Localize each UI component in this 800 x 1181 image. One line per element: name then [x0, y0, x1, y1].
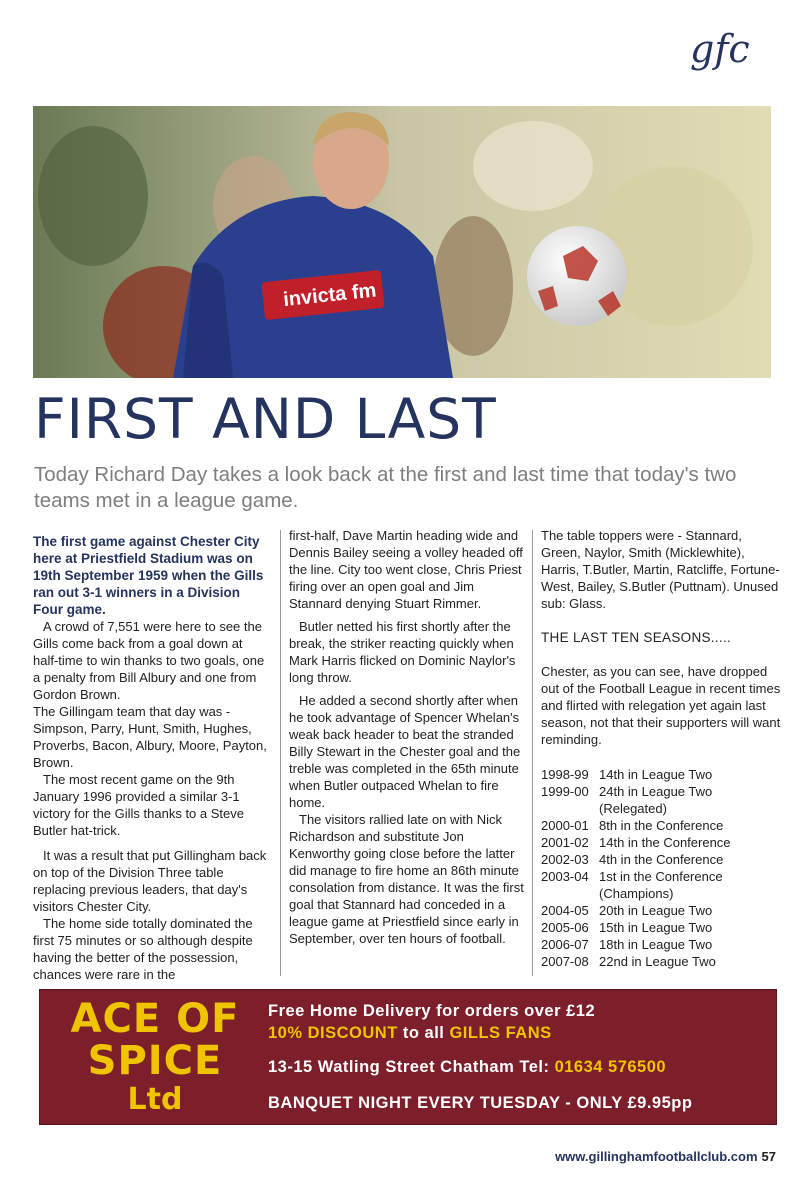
advert-address-line [268, 1056, 666, 1078]
season-year: 2000-01 [541, 818, 589, 833]
page-footer [555, 1149, 776, 1164]
season-year: 2001-02 [541, 835, 589, 850]
body-paragraph: The home side totally dominated the first 75 minutes or so although despite having the better of the possession, chances were rare in the [33, 916, 253, 982]
section-heading: THE LAST TEN SEASONS..... [541, 630, 732, 645]
body-paragraph: first-half, Dave Martin heading wide and Dennis Bailey seeing a volley headed off the line. City too went close, Chris Priest firing over an open goal and Jim Stannard denying Stuart Rimmer. [289, 528, 523, 611]
body-paragraph: He added a second shortly after when he took advantage of Spencer Whelan's weak back header to beat the stranded Billy Stewart in the Chester goal and the treble was completed in the 65th minute when Butler outpaced Whelan to fire home. [289, 693, 521, 810]
advert-banquet-line: BANQUET NIGHT EVERY TUESDAY - ONLY £9.95pp [268, 1094, 693, 1112]
article-column-3 [541, 527, 781, 970]
season-position: (Relegated) [599, 801, 667, 816]
advert-address: 13-15 Watling Street Chatham Tel: [268, 1058, 555, 1076]
season-position: 18th in League Two [599, 937, 713, 952]
hero-photo [33, 106, 771, 378]
season-row [541, 919, 781, 936]
season-position: 4th in the Conference [599, 852, 724, 867]
seasons-table [541, 766, 781, 970]
season-year: 2003-04 [541, 869, 589, 884]
advert-phone: 01634 576500 [554, 1058, 667, 1076]
article-column-2 [289, 527, 525, 947]
season-row [541, 953, 781, 970]
season-year: 2007-08 [541, 954, 589, 969]
advert-name-line: Ltd [127, 1082, 183, 1117]
season-year [541, 885, 599, 902]
body-paragraph: The most recent game on the 9th January 1996 provided a similar 3-1 victory for the Gills thanks to a Steve Butler hat-trick. [33, 772, 244, 838]
article-column-1 [33, 533, 269, 983]
season-row [541, 868, 781, 885]
season-year: 2002-03 [541, 852, 589, 867]
article-intro: Today Richard Day takes a look back at the first and last time that today's two teams met in a league game. [34, 463, 737, 512]
advert-banner [39, 989, 777, 1125]
advert-delivery-line: Free Home Delivery for orders over £12 [268, 1002, 596, 1020]
advert-name-line: SPICE [87, 1038, 223, 1084]
season-row [541, 766, 781, 783]
article-title: FIRST AND LAST [34, 387, 497, 451]
shirt-sponsor: invicta fm [282, 279, 378, 312]
body-paragraph: Chester, as you can see, have dropped out of the Football League in recent times and flirted with relegation yet again last season, not that their supporters will want reminding. [541, 664, 781, 747]
body-paragraph: Butler netted his first shortly after the break, the striker reacting quickly when Mark Harris flicked on Dominic Naylor's long throw. [289, 619, 516, 685]
season-position: 24th in League Two [599, 784, 713, 799]
season-position: 22nd in League Two [599, 954, 716, 969]
page-number: 57 [761, 1149, 776, 1164]
season-year: 2004-05 [541, 903, 589, 918]
season-position: 1st in the Conference [599, 869, 723, 884]
season-row [541, 902, 781, 919]
season-row [541, 783, 781, 800]
club-logo [686, 24, 766, 84]
lead-paragraph: The first game against Chester City here at Priestfield Stadium was on 19th September 1959 when the Gills ran out 3-1 winners in a Division Four game. [33, 534, 264, 617]
season-year: 1999-00 [541, 784, 589, 799]
body-paragraph: The visitors rallied late on with Nick Richardson and substitute Jon Kenworthy going close before the latter did manage to fire home an 86th minute consolation from distance. It was the first goal that Stannard had conceded in a league game at Priestfield since early in September, over ten hours of football. [289, 812, 524, 946]
body-paragraph: It was a result that put Gillingham back on top of the Division Three table replacing previous leaders, that day's visitors Chester City. [33, 848, 267, 914]
logo-text: gfc [690, 27, 750, 71]
advert-gills-fans: GILLS FANS [449, 1024, 552, 1042]
season-row [541, 800, 781, 817]
advert-text: to all [397, 1024, 450, 1042]
season-position: (Champions) [599, 886, 674, 901]
column-divider [532, 530, 533, 976]
season-year: 2006-07 [541, 937, 589, 952]
season-row [541, 936, 781, 953]
season-row [541, 817, 781, 834]
season-year: 2005-06 [541, 920, 589, 935]
column-divider [280, 530, 281, 976]
season-year: 1998-99 [541, 767, 589, 782]
season-position: 14th in the Conference [599, 835, 731, 850]
season-position: 14th in League Two [599, 767, 713, 782]
season-position: 20th in League Two [599, 903, 713, 918]
advert-discount: 10% DISCOUNT [268, 1024, 398, 1042]
season-position: 15th in League Two [599, 920, 713, 935]
website-url: www.gillinghamfootballclub.com [555, 1149, 758, 1164]
advert-name-line: ACE OF [70, 996, 240, 1042]
advert-discount-line [268, 1022, 552, 1044]
season-row [541, 851, 781, 868]
body-paragraph: The Gillingam team that day was - Simpson, Parry, Hunt, Smith, Hughes, Proverbs, Bacon, Albury, Moore, Payton, Brown. [33, 704, 267, 770]
season-position: 8th in the Conference [599, 818, 724, 833]
season-year [541, 800, 599, 817]
body-paragraph: A crowd of 7,551 were here to see the Gills come back from a goal down at half-time to win thanks to two goals, one a penalty from Bill Albury and one from Gordon Brown. [33, 619, 265, 702]
body-paragraph: The table toppers were - Stannard, Green, Naylor, Smith (Micklewhite), Harris, T.Butler, Martin, Ratcliffe, Fortune-West, Bailey, S.Butler (Puttnam). Unused sub: Glass. [541, 528, 780, 611]
season-row [541, 834, 781, 851]
season-row [541, 885, 781, 902]
advert-business-name [48, 998, 262, 1118]
